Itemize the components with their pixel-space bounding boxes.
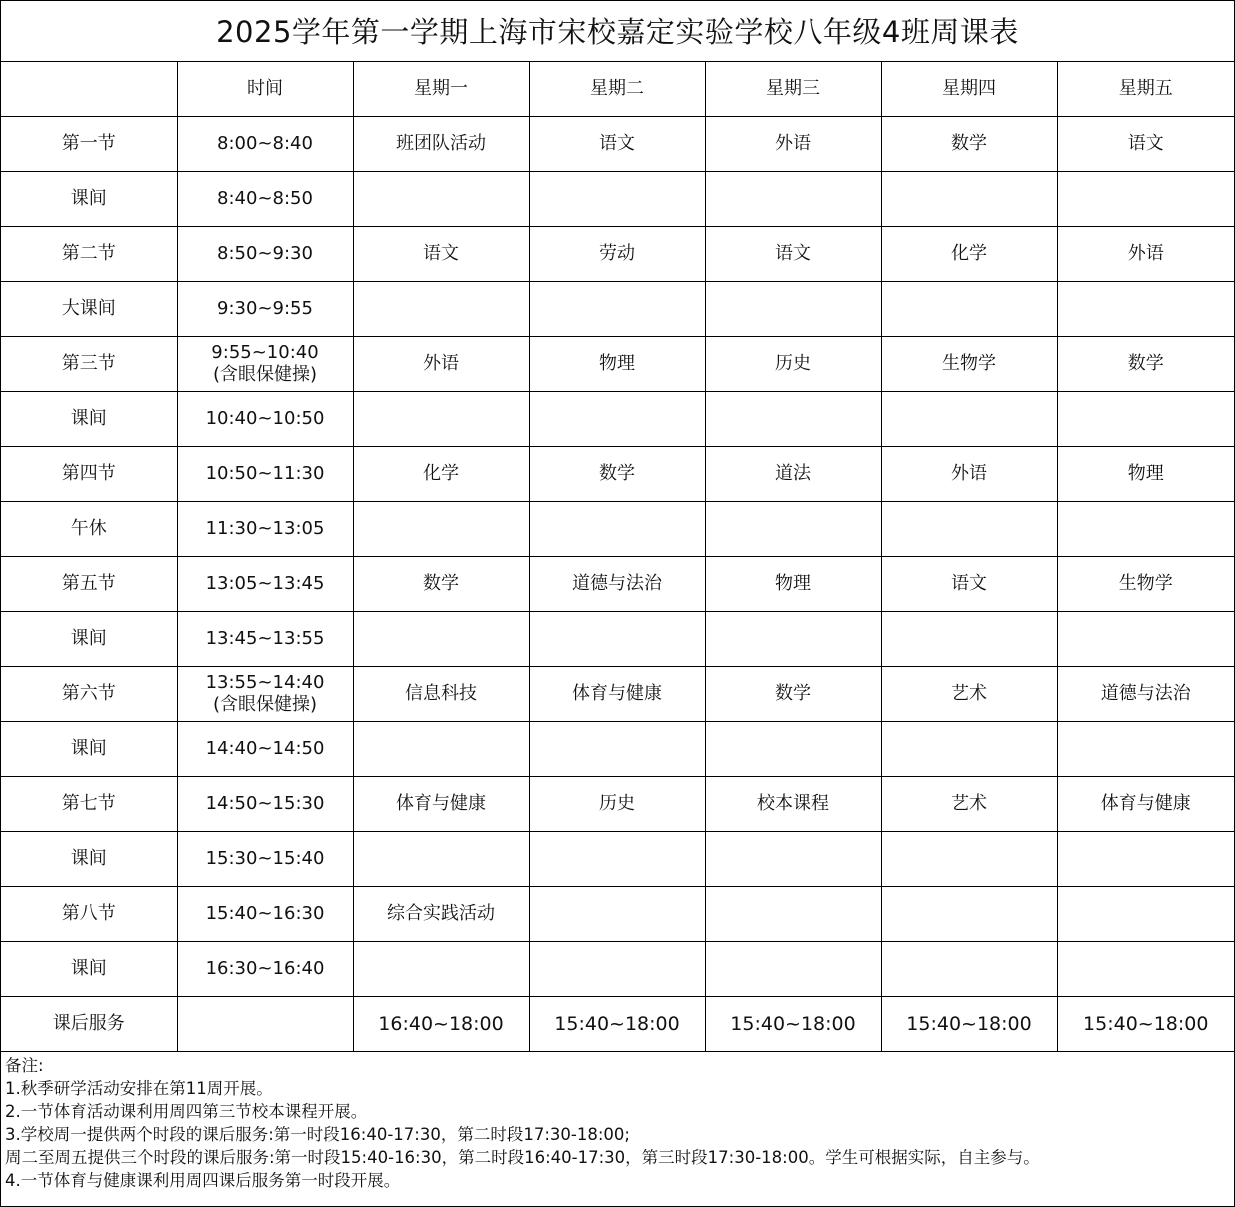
subject-cell: 道德与法治 xyxy=(529,557,705,612)
subject-cell: 外语 xyxy=(705,117,881,172)
period-label-cell: 第六节 xyxy=(1,667,177,722)
after-school-slot-cell: 15:40~18:00 xyxy=(881,997,1057,1052)
period-time-text: 13:45~13:55 xyxy=(205,628,325,649)
period-row xyxy=(1,227,1234,282)
period-time-cell xyxy=(177,172,353,227)
after-school-slot-cell: 15:40~18:00 xyxy=(529,997,705,1052)
header-time-cell: 时间 xyxy=(177,62,353,117)
notes-section xyxy=(1,1052,1234,1194)
subject-cell xyxy=(705,612,881,667)
subject-cell xyxy=(529,172,705,227)
period-time-cell xyxy=(177,777,353,832)
subject-cell: 语文 xyxy=(529,117,705,172)
period-time-cell xyxy=(177,447,353,502)
period-time-cell xyxy=(177,117,353,172)
period-row xyxy=(1,612,1234,667)
notes-heading: 备注: xyxy=(5,1056,44,1075)
period-row xyxy=(1,392,1234,447)
subject-cell xyxy=(705,722,881,777)
subject-cell: 劳动 xyxy=(529,227,705,282)
period-time-text: 13:05~13:45 xyxy=(205,573,325,594)
subject-cell xyxy=(881,942,1057,997)
subject-cell: 数学 xyxy=(881,117,1057,172)
subject-cell xyxy=(353,392,529,447)
period-time-text: 10:40~10:50 xyxy=(205,408,325,429)
subject-cell xyxy=(1057,282,1234,337)
subject-cell: 生物学 xyxy=(881,337,1057,392)
subject-cell: 班团队活动 xyxy=(353,117,529,172)
period-time-cell xyxy=(177,502,353,557)
after-school-row xyxy=(1,997,1234,1052)
note-line: 1.秋季研学活动安排在第11周开展。 xyxy=(5,1079,273,1098)
period-time-text: 8:00~8:40 xyxy=(217,133,313,154)
subject-cell xyxy=(529,722,705,777)
subject-cell: 生物学 xyxy=(1057,557,1234,612)
period-label-cell: 第五节 xyxy=(1,557,177,612)
subject-cell: 信息科技 xyxy=(353,667,529,722)
subject-cell: 历史 xyxy=(705,337,881,392)
header-day-cell: 星期三 xyxy=(705,62,881,117)
subject-cell: 校本课程 xyxy=(705,777,881,832)
subject-cell xyxy=(881,392,1057,447)
period-time-cell xyxy=(177,282,353,337)
header-blank-cell xyxy=(1,62,177,117)
period-row xyxy=(1,667,1234,722)
subject-cell: 语文 xyxy=(1057,117,1234,172)
subject-cell: 体育与健康 xyxy=(1057,777,1234,832)
subject-cell xyxy=(529,502,705,557)
subject-cell xyxy=(353,942,529,997)
subject-cell xyxy=(881,887,1057,942)
period-time-text: 9:30~9:55 xyxy=(217,298,313,319)
period-time-cell xyxy=(177,612,353,667)
after-school-slot-cell: 16:40~18:00 xyxy=(353,997,529,1052)
subject-cell xyxy=(529,612,705,667)
period-time-text: 14:50~15:30 xyxy=(205,793,325,814)
period-time-cell xyxy=(177,557,353,612)
subject-cell xyxy=(705,392,881,447)
period-label-cell: 大课间 xyxy=(1,282,177,337)
period-label-cell: 课间 xyxy=(1,612,177,667)
subject-cell xyxy=(353,832,529,887)
header-day-cell: 星期二 xyxy=(529,62,705,117)
period-time-cell xyxy=(177,942,353,997)
after-school-slot-cell: 15:40~18:00 xyxy=(1057,997,1234,1052)
header-day-cell: 星期一 xyxy=(353,62,529,117)
subject-cell xyxy=(353,502,529,557)
period-label-cell: 第二节 xyxy=(1,227,177,282)
period-time-cell xyxy=(177,392,353,447)
period-row xyxy=(1,887,1234,942)
subject-cell xyxy=(881,832,1057,887)
period-row xyxy=(1,502,1234,557)
subject-cell: 体育与健康 xyxy=(529,667,705,722)
subject-cell xyxy=(881,172,1057,227)
subject-cell xyxy=(353,172,529,227)
period-time-cell xyxy=(177,887,353,942)
subject-cell xyxy=(529,282,705,337)
subject-cell: 语文 xyxy=(705,227,881,282)
period-time-cell xyxy=(177,227,353,282)
header-row xyxy=(1,62,1234,117)
subject-cell xyxy=(881,612,1057,667)
period-time-text: 13:55~14:40 xyxy=(205,672,325,693)
period-time-text: 8:40~8:50 xyxy=(217,188,313,209)
period-time-text: 11:30~13:05 xyxy=(205,518,325,539)
subject-cell: 艺术 xyxy=(881,777,1057,832)
note-line: 2.一节体育活动课利用周四第三节校本课程开展。 xyxy=(5,1102,368,1121)
period-row xyxy=(1,117,1234,172)
subject-cell xyxy=(1057,612,1234,667)
subject-cell: 语文 xyxy=(881,557,1057,612)
subject-cell xyxy=(881,502,1057,557)
header-day-cell: 星期五 xyxy=(1057,62,1234,117)
period-row xyxy=(1,722,1234,777)
subject-cell xyxy=(1057,832,1234,887)
subject-cell xyxy=(1057,722,1234,777)
subject-cell: 数学 xyxy=(705,667,881,722)
subject-cell xyxy=(529,392,705,447)
subject-cell xyxy=(1057,172,1234,227)
subject-cell: 物理 xyxy=(1057,447,1234,502)
period-label-cell: 第四节 xyxy=(1,447,177,502)
subject-cell xyxy=(705,887,881,942)
period-time-text: 10:50~11:30 xyxy=(205,463,325,484)
note-line: 4.一节体育与健康课利用周四课后服务第一时段开展。 xyxy=(5,1171,401,1190)
period-row xyxy=(1,172,1234,227)
subject-cell: 化学 xyxy=(881,227,1057,282)
period-label-cell: 午休 xyxy=(1,502,177,557)
period-row xyxy=(1,337,1234,392)
subject-cell: 数学 xyxy=(353,557,529,612)
subject-cell: 数学 xyxy=(1057,337,1234,392)
note-line: 3.学校周一提供两个时段的课后服务:第一时段16:40-17:30，第二时段17:30-18:00; xyxy=(5,1125,630,1144)
subject-cell xyxy=(353,612,529,667)
period-time-cell xyxy=(177,667,353,722)
subject-cell: 外语 xyxy=(353,337,529,392)
period-time-text: 15:30~15:40 xyxy=(205,848,325,869)
period-row xyxy=(1,832,1234,887)
subject-cell: 体育与健康 xyxy=(353,777,529,832)
subject-cell: 综合实践活动 xyxy=(353,887,529,942)
period-label-cell: 第一节 xyxy=(1,117,177,172)
subject-cell xyxy=(353,722,529,777)
subject-cell xyxy=(705,282,881,337)
after-school-slot-cell: 15:40~18:00 xyxy=(705,997,881,1052)
after-school-time-cell xyxy=(177,997,353,1052)
period-time-text: 15:40~16:30 xyxy=(205,903,325,924)
subject-cell: 物理 xyxy=(529,337,705,392)
period-row xyxy=(1,557,1234,612)
subject-cell: 历史 xyxy=(529,777,705,832)
period-label-cell: 课间 xyxy=(1,172,177,227)
subject-cell: 外语 xyxy=(1057,227,1234,282)
period-label-cell: 课间 xyxy=(1,942,177,997)
subject-cell: 外语 xyxy=(881,447,1057,502)
period-row xyxy=(1,777,1234,832)
period-time-text: 16:30~16:40 xyxy=(205,958,325,979)
timetable-title: 2025学年第一学期上海市宋校嘉定实验学校八年级4班周课表 xyxy=(1,1,1234,62)
subject-cell xyxy=(881,282,1057,337)
subject-cell xyxy=(705,942,881,997)
subject-cell xyxy=(529,832,705,887)
subject-cell xyxy=(529,942,705,997)
period-row xyxy=(1,282,1234,337)
period-time-cell xyxy=(177,832,353,887)
period-time-cell xyxy=(177,337,353,392)
subject-cell xyxy=(1057,887,1234,942)
subject-cell: 道德与法治 xyxy=(1057,667,1234,722)
subject-cell: 化学 xyxy=(353,447,529,502)
timetable xyxy=(1,62,1234,1052)
period-time-cell xyxy=(177,722,353,777)
period-label-cell: 第七节 xyxy=(1,777,177,832)
period-label-cell: 第三节 xyxy=(1,337,177,392)
subject-cell: 语文 xyxy=(353,227,529,282)
period-label-cell: 第八节 xyxy=(1,887,177,942)
period-time-text: 9:55~10:40 xyxy=(211,342,319,363)
period-time-note: (含眼保健操) xyxy=(212,694,318,715)
note-line: 周二至周五提供三个时段的课后服务:第一时段15:40-16:30，第二时段16:40-17:30，第三时段17:30-18:00。学生可根据实际，自主参与。 xyxy=(5,1148,1040,1167)
subject-cell xyxy=(1057,392,1234,447)
subject-cell: 艺术 xyxy=(881,667,1057,722)
period-label-cell: 课间 xyxy=(1,392,177,447)
subject-cell xyxy=(529,887,705,942)
period-label-cell: 课间 xyxy=(1,722,177,777)
subject-cell xyxy=(1057,502,1234,557)
period-row xyxy=(1,942,1234,997)
period-label-cell: 课间 xyxy=(1,832,177,887)
period-time-text: 14:40~14:50 xyxy=(205,738,325,759)
subject-cell: 数学 xyxy=(529,447,705,502)
subject-cell: 物理 xyxy=(705,557,881,612)
header-day-cell: 星期四 xyxy=(881,62,1057,117)
period-time-note: (含眼保健操) xyxy=(212,364,318,385)
subject-cell xyxy=(353,282,529,337)
subject-cell xyxy=(1057,942,1234,997)
period-row xyxy=(1,447,1234,502)
after-school-label-cell: 课后服务 xyxy=(1,997,177,1052)
subject-cell xyxy=(881,722,1057,777)
timetable-body xyxy=(1,62,1234,1052)
subject-cell: 道法 xyxy=(705,447,881,502)
subject-cell xyxy=(705,502,881,557)
subject-cell xyxy=(705,832,881,887)
period-time-text: 8:50~9:30 xyxy=(217,243,313,264)
subject-cell xyxy=(705,172,881,227)
